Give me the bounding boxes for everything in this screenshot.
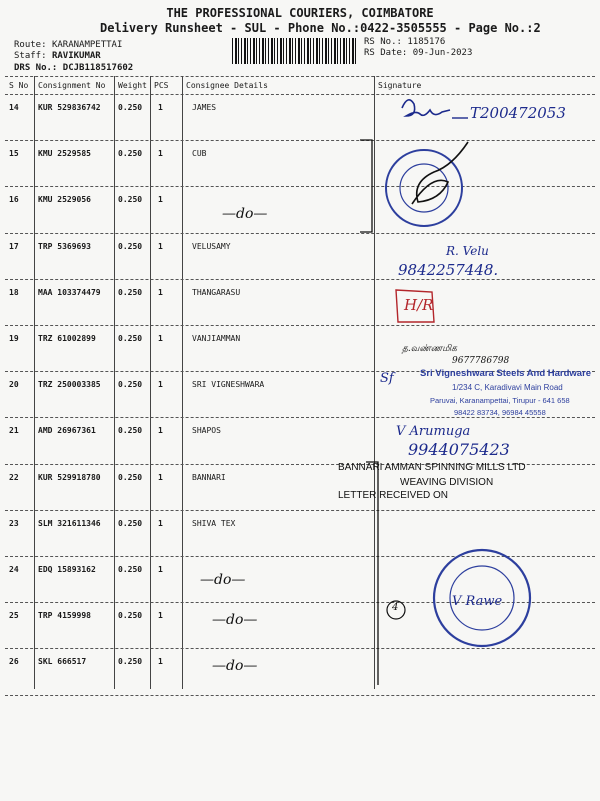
row-weight: 0.250 — [118, 195, 143, 205]
row-pcs: 1 — [158, 380, 163, 390]
rs-no-value: 1185176 — [407, 37, 446, 47]
row-consignment-no: TRP 4159998 — [38, 611, 91, 621]
signature-name-17: R. Velu — [446, 244, 489, 258]
document-subtitle: Delivery Runsheet - SUL - Phone No.:0422-3505555 - Page No.:2 — [100, 21, 541, 35]
col-header-consignment: Consignment No — [38, 81, 106, 90]
col-header-signature: Signature — [378, 81, 422, 90]
rs-no-label: RS No.: — [364, 37, 402, 47]
stamp-bannari-line-3: LETTER RECEIVED ON — [338, 490, 449, 501]
row-consignee: SHIVA TEX — [192, 518, 236, 528]
signature-scribble-14 — [402, 100, 450, 116]
row-consignee: VANJIAMMAN — [192, 334, 241, 343]
row-consignment-no: TRZ 61002899 — [38, 334, 96, 343]
row-consignment-no: KUR 529918780 — [38, 472, 101, 482]
row-weight: 0.250 — [118, 657, 143, 667]
drs-value: DCJB118517602 — [62, 63, 134, 73]
row-consignee: BANNARI — [192, 472, 226, 482]
row-weight: 0.250 — [118, 380, 143, 390]
row-sno: 16 — [9, 195, 19, 205]
row-pcs: 1 — [158, 472, 163, 482]
rs-date-value: 09-Jun-2023 — [412, 48, 473, 58]
signature-mark-20: Sf — [380, 371, 394, 386]
row-consignee: SHAPOS — [192, 426, 221, 436]
row-pcs: 1 — [158, 657, 163, 667]
row-consignment-no: KMU 2529056 — [38, 195, 91, 205]
stamp-vigneshwara-address-1: 1/234 C, Karadivavi Main Road — [452, 383, 563, 392]
row-consignment-no: TRP 5369693 — [38, 241, 91, 251]
col-header-consignee: Consignee Details — [186, 81, 268, 90]
row-consignee: THANGARASU — [192, 287, 241, 297]
rs-date-label: RS Date: — [364, 48, 408, 58]
row-pcs: 1 — [158, 611, 163, 621]
row-sno: 24 — [9, 565, 19, 574]
row-pcs: 1 — [158, 565, 163, 574]
row-consignee: JAMES — [192, 103, 217, 112]
route-value: KARANAMPETTAI — [51, 40, 123, 50]
row-pcs: 1 — [158, 334, 163, 343]
row-weight: 0.250 — [118, 518, 143, 528]
row-sno: 14 — [9, 103, 19, 112]
row-weight: 0.250 — [118, 472, 143, 482]
row-pcs: 1 — [158, 426, 163, 436]
row-sno: 25 — [9, 611, 19, 621]
row-weight: 0.250 — [118, 241, 143, 251]
row-consignment-no: AMD 26967361 — [38, 426, 96, 436]
row-pcs: 1 — [158, 287, 163, 297]
signature-number-14: T200472053 — [470, 104, 566, 122]
ditto-mark-26: —do— — [212, 658, 258, 674]
row-weight: 0.250 — [118, 103, 143, 112]
row-sno: 26 — [9, 657, 19, 667]
route-label: Route: — [14, 40, 47, 50]
row-consignment-no: TRZ 250003385 — [38, 380, 101, 390]
signature-phone-21: 9944075423 — [408, 440, 510, 459]
col-header-sno: S No — [9, 81, 29, 90]
row-weight: 0.250 — [118, 149, 143, 159]
row-weight: 0.250 — [118, 287, 143, 297]
stamp-bannari-line-2: WEAVING DIVISION — [400, 477, 494, 488]
row-consignment-no: SKL 666517 — [38, 657, 87, 667]
row-consignee: VELUSAMY — [192, 241, 231, 251]
col-header-weight: Weight — [118, 81, 147, 90]
row-weight: 0.250 — [118, 565, 143, 574]
signature-name-21: V Arumuga — [396, 424, 471, 439]
signature-phone-19: 9677786798 — [452, 356, 510, 366]
stamp-vigneshwara-phone: 98422 83734, 96984 45558 — [454, 408, 546, 417]
row-sno: 18 — [9, 287, 19, 297]
row-consignment-no: MAA 103374479 — [38, 287, 101, 297]
row-sno: 15 — [9, 149, 19, 159]
row-consignment-no: EDQ 15893162 — [38, 565, 96, 574]
row-consignee: CUB — [192, 149, 207, 159]
row-weight: 0.250 — [118, 611, 143, 621]
signature-name-19: த.வண்ணமிக — [402, 344, 457, 354]
staff-label: Staff: — [14, 51, 47, 61]
ditto-mark-24: —do— — [200, 572, 246, 588]
row-weight: 0.250 — [118, 334, 143, 343]
signature-mark-18: H/R — [404, 296, 434, 314]
row-pcs: 1 — [158, 241, 163, 251]
row-sno: 19 — [9, 334, 19, 343]
row-sno: 17 — [9, 241, 19, 251]
row-pcs: 1 — [158, 149, 163, 159]
row-pcs: 1 — [158, 195, 163, 205]
row-sno: 22 — [9, 472, 19, 482]
row-weight: 0.250 — [118, 426, 143, 436]
row-sno: 23 — [9, 518, 19, 528]
ditto-mark-16: —do— — [222, 206, 268, 222]
row-consignment-no: KMU 2529585 — [38, 149, 91, 159]
drs-label: DRS No.: — [14, 63, 58, 73]
row-consignee: SRI VIGNESHWARA — [192, 380, 265, 390]
signature-circle-number-25: 4 — [392, 602, 399, 613]
stamp-bannari-line-1: BANNARI AMMAN SPINNING MILLS LTD — [338, 462, 526, 473]
row-sno: 20 — [9, 380, 19, 390]
row-sno: 21 — [9, 426, 19, 436]
document-title: THE PROFESSIONAL COURIERS, COIMBATORE — [166, 6, 434, 20]
ditto-mark-25: —do— — [212, 612, 258, 628]
row-pcs: 1 — [158, 103, 163, 112]
col-header-pcs: PCS — [154, 81, 169, 90]
staff-value: RAVIKUMAR — [51, 51, 101, 61]
row-pcs: 1 — [158, 518, 163, 528]
bracket-15 — [360, 140, 372, 232]
row-consignment-no: SLM 321611346 — [38, 518, 101, 528]
stamp-vigneshwara-name: Sri Vigneshwara Steels And Hardware — [420, 368, 592, 379]
signature-name-25: V Rawe — [452, 594, 503, 609]
signature-phone-17: 9842257448. — [398, 261, 499, 279]
row-consignment-no: KUR 529836742 — [38, 103, 101, 112]
stamp-vigneshwara-address-2: Paruvai, Karanampettai, Tirupur - 641 658 — [430, 396, 570, 405]
